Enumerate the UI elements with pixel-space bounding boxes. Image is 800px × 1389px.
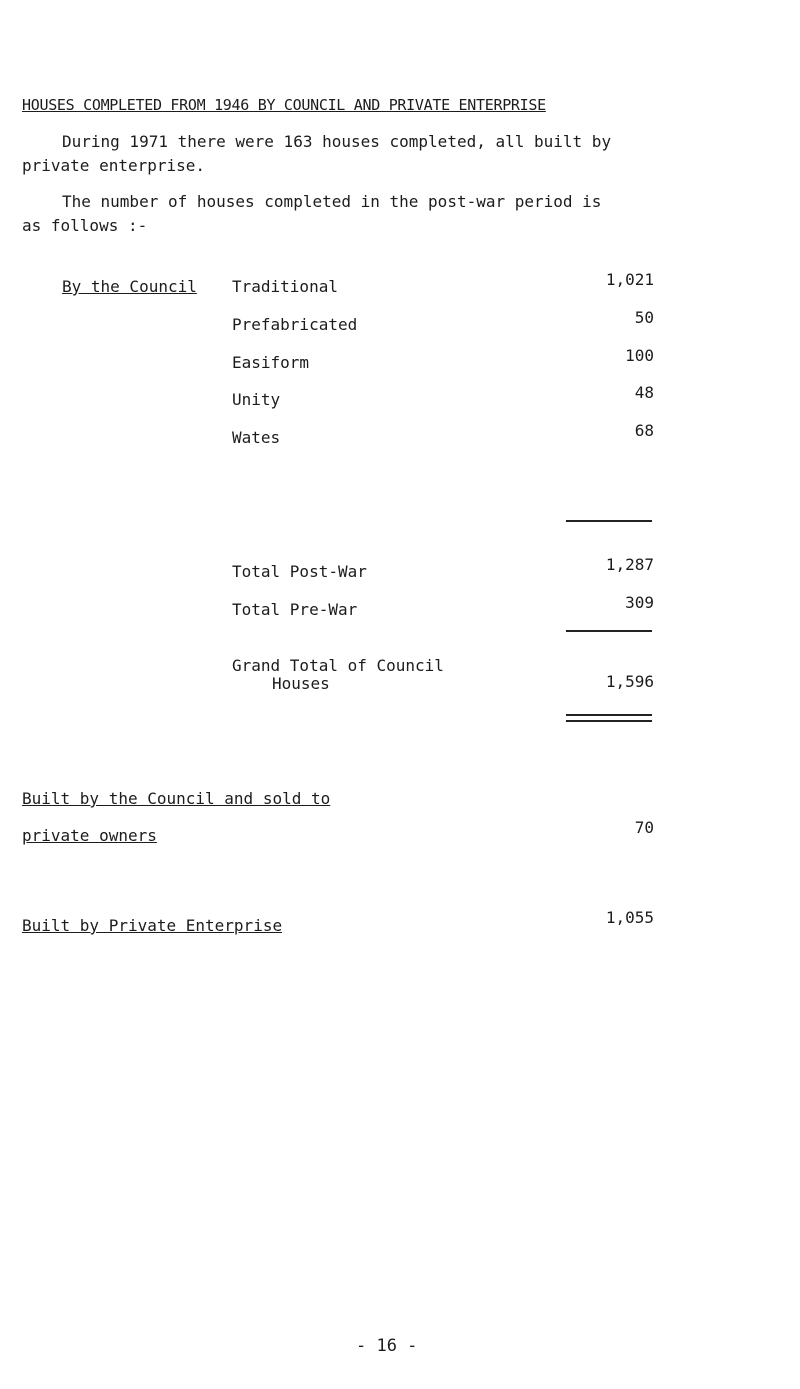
followup-paragraph [22, 190, 601, 238]
row-count-prefabricated: 50 [634, 308, 654, 327]
row-count-unity: 48 [634, 383, 654, 402]
total-pre-war-count: 309 [625, 593, 654, 612]
council-section-label: By the Council [62, 277, 197, 296]
page-heading: HOUSES COMPLETED FROM 1946 BY COUNCIL AND PRIVATE ENTERPRISE [22, 96, 546, 114]
row-count-wates: 68 [634, 421, 654, 440]
intro-line-1: During 1971 there were 163 houses completed, all built by [62, 132, 612, 151]
built-private-label: Built by Private Enterprise [22, 916, 283, 935]
row-type-prefabricated: Prefabricated [232, 315, 358, 334]
total-pre-war-label: Total Pre-War [232, 600, 358, 619]
row-type-unity: Unity [232, 390, 281, 409]
grand-total-double-rule [566, 714, 652, 722]
grand-total-label [232, 657, 444, 693]
grand-total-label-line-2: Houses [272, 674, 330, 693]
total-rule [566, 630, 652, 632]
followup-line-2: as follows :- [22, 216, 148, 235]
grand-total-count: 1,596 [605, 672, 654, 691]
page-number: - 16 - [356, 1336, 418, 1356]
intro-paragraph [22, 130, 611, 178]
intro-line-2: private enterprise. [22, 156, 206, 175]
built-sold-label-line-2: private owners [22, 826, 157, 845]
grand-total-label-line-1: Grand Total of Council [232, 656, 444, 675]
row-count-traditional: 1,021 [605, 270, 654, 289]
row-type-easiform: Easiform [232, 353, 310, 372]
built-private-count: 1,055 [605, 908, 654, 927]
built-sold-label-line-1: Built by the Council and sold to [22, 789, 331, 808]
row-count-easiform: 100 [625, 346, 654, 365]
followup-line-1: The number of houses completed in the post-war period is [62, 192, 602, 211]
total-post-war-count: 1,287 [605, 555, 654, 574]
total-post-war-label: Total Post-War [232, 562, 367, 581]
row-type-traditional: Traditional [232, 277, 338, 296]
subtotal-rule [566, 520, 652, 522]
row-type-wates: Wates [232, 428, 281, 447]
built-sold-count: 70 [634, 818, 654, 837]
